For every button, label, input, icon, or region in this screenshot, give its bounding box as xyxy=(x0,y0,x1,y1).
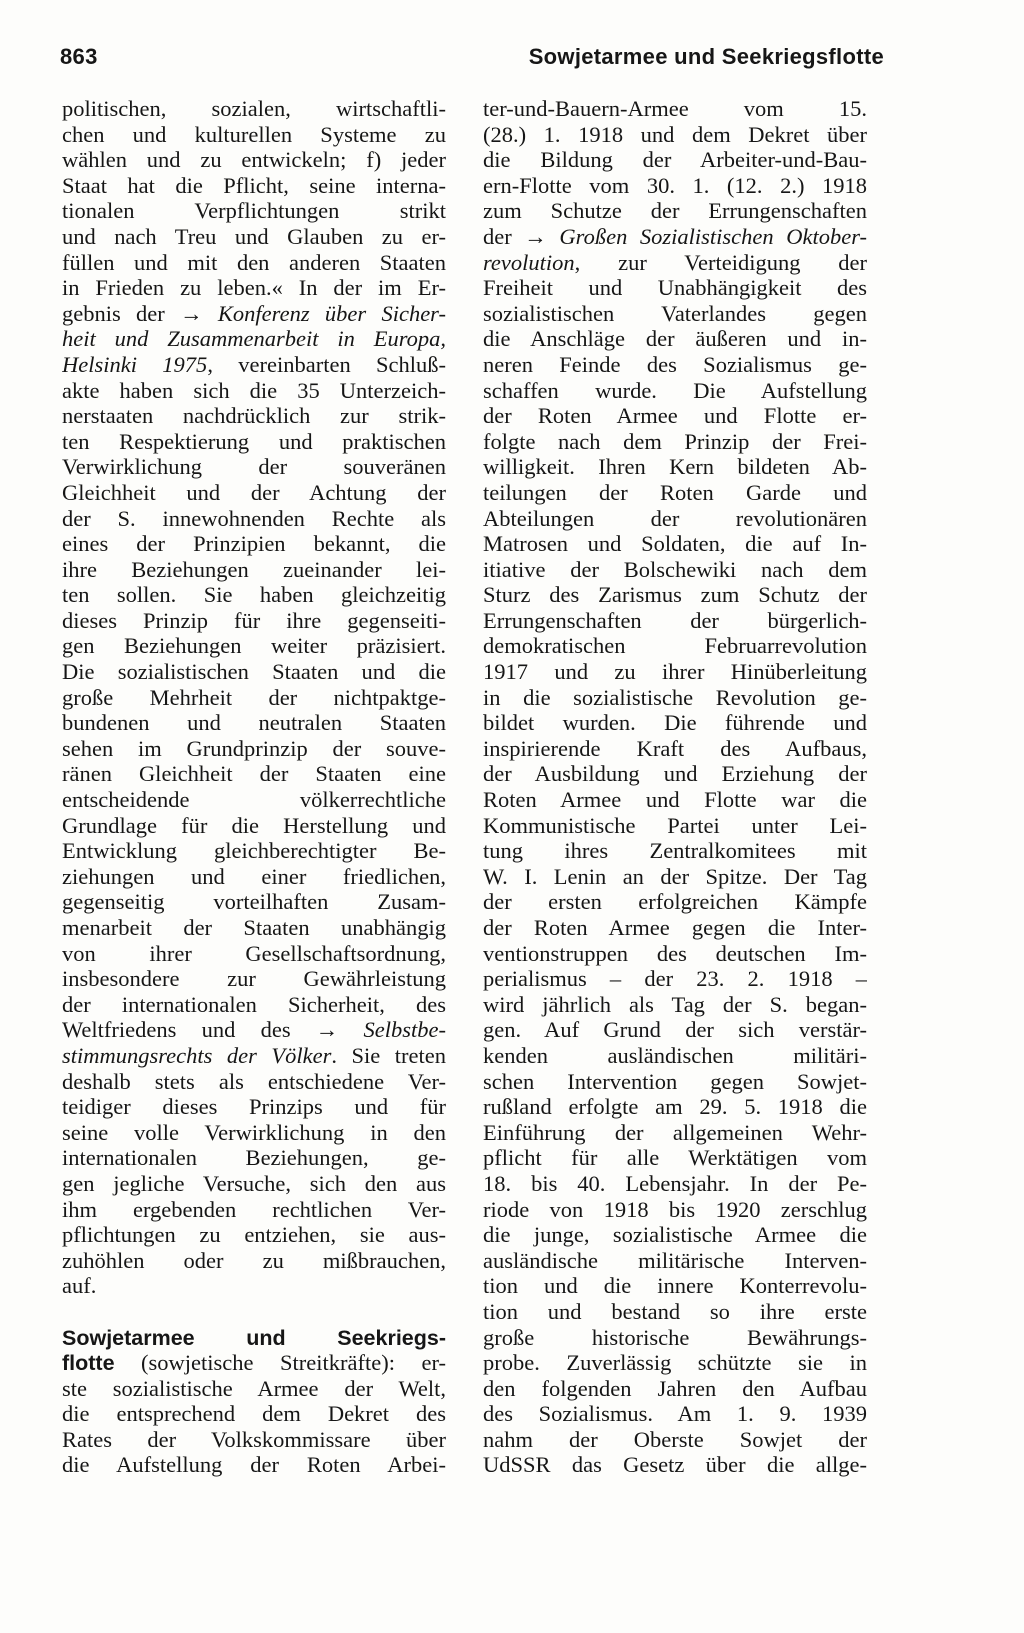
text-line xyxy=(483,813,867,839)
cross-reference: Helsinki 1975 xyxy=(62,351,208,377)
text-line xyxy=(62,454,446,480)
text-line xyxy=(483,736,867,762)
text-run: sozialistischen Vaterlandes gegen xyxy=(483,300,867,326)
text-line xyxy=(62,1401,446,1427)
page-number: 863 xyxy=(60,44,98,69)
text-run: 1917 und zu ihrer Hinüberleitung xyxy=(483,659,867,685)
text-run: itiative der Bolschewiki nach dem xyxy=(483,556,867,582)
text-line xyxy=(483,1427,867,1453)
text-run: internationalen Beziehungen, ge- xyxy=(62,1145,446,1171)
right-column xyxy=(483,96,867,1478)
text-run: den folgenden Jahren den Aufbau xyxy=(483,1375,867,1401)
text-run: pflicht für alle Werktätigen vom xyxy=(483,1145,867,1171)
text-line xyxy=(483,889,867,915)
entry-sowjetarmee-continued xyxy=(483,96,867,1478)
text-line xyxy=(62,761,446,787)
text-line xyxy=(483,224,867,250)
paragraph-gap xyxy=(62,1299,446,1325)
text-line xyxy=(62,864,446,890)
text-run: gen. Auf Grund der sich verstär- xyxy=(483,1017,867,1043)
text-line xyxy=(483,838,867,864)
text-line xyxy=(483,787,867,813)
text-line xyxy=(483,1171,867,1197)
text-line xyxy=(483,1299,867,1325)
text-run: tung ihres Zentralkomitees mit xyxy=(483,838,867,864)
text-line xyxy=(483,864,867,890)
text-line xyxy=(62,1427,446,1453)
text-line xyxy=(62,1017,446,1043)
text-run: rußland erfolgte am 29. 5. 1918 die xyxy=(483,1094,867,1120)
text-line xyxy=(62,275,446,301)
text-run: gegenseitig vorteilhaften Zusam- xyxy=(62,889,446,915)
text-run: , zur Verteidigung der xyxy=(574,249,867,275)
text-run: in die sozialistische Revolution ge- xyxy=(483,684,867,710)
text-run: die junge, sozialistische Armee die xyxy=(483,1222,867,1248)
text-run: der ersten erfolgreichen Kämpfe xyxy=(483,889,867,915)
text-line xyxy=(483,1248,867,1274)
cross-reference: Großen Sozialistischen Oktober- xyxy=(559,223,867,249)
text-line xyxy=(62,915,446,941)
text-line xyxy=(62,1145,446,1171)
text-line xyxy=(483,582,867,608)
text-run: ern-Flotte vom 30. 1. (12. 2.) 1918 xyxy=(483,172,867,198)
text-line xyxy=(62,889,446,915)
text-line xyxy=(483,1069,867,1095)
text-line xyxy=(62,685,446,711)
text-line xyxy=(62,787,446,813)
text-line xyxy=(483,531,867,557)
text-run: tionalen Verpflichtungen strikt xyxy=(62,198,446,224)
text-run: der Roten Armee gegen die Inter- xyxy=(483,915,867,940)
text-line xyxy=(62,429,446,455)
text-line xyxy=(62,659,446,685)
text-line xyxy=(62,147,446,173)
text-run: wählen und zu entwickeln; f) jeder xyxy=(62,147,446,173)
text-line xyxy=(62,96,446,122)
text-line xyxy=(62,378,446,404)
text-run: folgte nach dem Prinzip der Frei- xyxy=(483,428,867,454)
text-run: probe. Zuverlässig schützte sie in xyxy=(483,1350,867,1376)
text-line xyxy=(483,429,867,455)
cross-reference: Selbstbe- xyxy=(363,1017,446,1043)
text-line xyxy=(483,1017,867,1043)
text-run: Errungenschaften der bürgerlich- xyxy=(483,607,867,633)
text-run: gen Beziehungen weiter präzisiert. xyxy=(62,633,446,659)
text-run: teidiger dieses Prinzips und für xyxy=(62,1094,446,1120)
text-line xyxy=(62,1043,446,1069)
text-line xyxy=(62,506,446,532)
text-line xyxy=(483,454,867,480)
text-run: Kommunistische Partei unter Lei- xyxy=(483,812,867,838)
text-line xyxy=(483,1452,867,1478)
text-run: der → xyxy=(483,223,560,249)
text-run: insbesondere zur Gewährleistung xyxy=(62,966,446,992)
text-run: dieses Prinzip für ihre gegenseiti- xyxy=(62,607,446,633)
text-run: schen Intervention gegen Sowjet- xyxy=(483,1068,867,1094)
text-line xyxy=(483,1273,867,1299)
text-run: 18. bis 40. Lebensjahr. In der Pe- xyxy=(483,1170,867,1196)
text-run: Sturz des Zarismus zum Schutz der xyxy=(483,582,867,608)
text-line xyxy=(483,275,867,301)
text-run: neren Feinde des Sozialismus ge- xyxy=(483,351,867,377)
text-line xyxy=(483,1325,867,1351)
text-run: gebnis der → xyxy=(62,300,218,326)
text-run: Weltfriedens und des → xyxy=(62,1017,364,1043)
text-run: riode von 1918 bis 1920 zerschlug xyxy=(483,1196,867,1222)
text-line xyxy=(62,941,446,967)
text-line xyxy=(62,710,446,736)
text-run: Gleichheit und der Achtung der xyxy=(62,479,446,505)
text-line xyxy=(483,250,867,276)
text-line xyxy=(483,352,867,378)
text-line xyxy=(483,915,867,941)
text-line xyxy=(62,633,446,659)
text-run: akte haben sich die 35 Unterzeich- xyxy=(62,377,446,403)
text-run: der Ausbildung und Erziehung der xyxy=(483,761,867,787)
text-run: auf. xyxy=(62,1273,97,1299)
text-run: Staat hat die Pflicht, seine interna- xyxy=(62,172,446,198)
text-line xyxy=(62,173,446,199)
text-run: und nach Treu und Glauben zu er- xyxy=(62,223,446,249)
text-line xyxy=(483,1197,867,1223)
text-line xyxy=(483,685,867,711)
text-run: die Bildung der Arbeiter-und-Bau- xyxy=(483,147,867,173)
text-run: ter-und-Bauern-Armee vom 15. xyxy=(483,96,867,121)
text-line xyxy=(483,1043,867,1069)
text-line xyxy=(483,96,867,122)
text-run: Roten Armee und Flotte war die xyxy=(483,787,867,813)
text-run: wird jährlich als Tag der S. began- xyxy=(483,991,867,1017)
text-run: der Roten Armee und Flotte er- xyxy=(483,403,867,429)
text-line xyxy=(483,1145,867,1171)
text-run: des Sozialismus. Am 1. 9. 1939 xyxy=(483,1401,867,1427)
text-run: zum Schutze der Errungenschaften xyxy=(483,198,867,224)
text-run: chen und kulturellen Systeme zu xyxy=(62,121,446,147)
text-run: von ihrer Gesellschaftsordnung, xyxy=(62,940,446,966)
text-run: eines der Prinzipien bekannt, die xyxy=(62,531,446,557)
text-line xyxy=(483,992,867,1018)
paragraph-sovereign-equality xyxy=(62,96,446,1299)
text-line xyxy=(483,301,867,327)
text-run: Die sozialistischen Staaten und die xyxy=(62,659,446,685)
text-run: die Anschläge der äußeren und in- xyxy=(483,326,867,352)
cross-reference: Konferenz über Sicher- xyxy=(217,300,446,326)
cross-reference: revolution xyxy=(483,249,575,275)
text-line xyxy=(483,941,867,967)
text-line xyxy=(483,198,867,224)
text-line xyxy=(62,224,446,250)
text-line xyxy=(62,1171,446,1197)
text-line xyxy=(483,326,867,352)
text-line xyxy=(483,608,867,634)
text-line xyxy=(62,1350,446,1376)
text-run: Einführung der allgemeinen Wehr- xyxy=(483,1119,867,1145)
text-line xyxy=(62,582,446,608)
text-line xyxy=(62,838,446,864)
text-run: (sowjetische Streitkräfte): er- xyxy=(114,1350,446,1376)
text-line xyxy=(483,173,867,199)
text-line xyxy=(62,1094,446,1120)
text-line xyxy=(483,710,867,736)
text-line xyxy=(483,557,867,583)
text-run: teilungen der Roten Garde und xyxy=(483,479,867,505)
text-line xyxy=(62,531,446,557)
text-run: die entsprechend dem Dekret des xyxy=(62,1401,446,1427)
text-run: entscheidende völkerrechtliche xyxy=(62,787,446,813)
text-line xyxy=(483,761,867,787)
text-line xyxy=(62,557,446,583)
left-column xyxy=(62,96,446,1478)
text-run: in Frieden zu leben.« In der im Er- xyxy=(62,275,446,301)
text-line xyxy=(483,147,867,173)
text-run: zuhöhlen oder zu mißbrauchen, xyxy=(62,1247,446,1273)
text-line xyxy=(483,403,867,429)
text-run: ausländische militärische Interven- xyxy=(483,1247,867,1273)
text-run: Entwicklung gleichberechtigter Be- xyxy=(62,838,446,864)
text-line xyxy=(62,480,446,506)
text-run: sehen im Grundprinzip der souve- xyxy=(62,735,446,761)
text-line xyxy=(483,378,867,404)
text-run: ventionstruppen des deutschen Im- xyxy=(483,940,867,966)
text-run: große Mehrheit der nichtpaktge- xyxy=(62,684,446,710)
text-line xyxy=(62,122,446,148)
text-run: der internationalen Sicherheit, des xyxy=(62,991,446,1017)
text-run: tion und die innere Konterrevolu- xyxy=(483,1273,867,1299)
text-line xyxy=(62,1325,446,1351)
text-run: deshalb stets als entschiedene Ver- xyxy=(62,1068,446,1094)
text-line xyxy=(62,1248,446,1274)
text-run: Freiheit und Unabhängigkeit des xyxy=(483,275,867,301)
text-run: nahm der Oberste Sowjet der xyxy=(483,1426,867,1452)
text-run: bundenen und neutralen Staaten xyxy=(62,710,446,736)
text-run: pflichtungen zu entziehen, sie aus- xyxy=(62,1222,446,1248)
text-line xyxy=(483,966,867,992)
text-line xyxy=(483,506,867,532)
text-line xyxy=(483,1094,867,1120)
text-line xyxy=(62,198,446,224)
text-run: ihre Beziehungen zueinander lei- xyxy=(62,556,446,582)
text-line xyxy=(62,1222,446,1248)
running-title: Sowjetarmee und Seekriegsflotte xyxy=(528,44,884,69)
text-run: demokratischen Februarrevolution xyxy=(483,633,867,659)
text-run: , vereinbarten Schluß- xyxy=(207,351,446,377)
text-line xyxy=(62,1069,446,1095)
text-run: inspirierende Kraft des Aufbaus, xyxy=(483,735,867,761)
text-run: ste sozialistische Armee der Welt, xyxy=(62,1375,446,1401)
text-line xyxy=(483,480,867,506)
text-line xyxy=(483,633,867,659)
text-line xyxy=(62,736,446,762)
text-line xyxy=(62,1452,446,1478)
text-line xyxy=(483,122,867,148)
text-run: nerstaaten nachdrücklich zur strik- xyxy=(62,403,446,429)
text-run: die Aufstellung der Roten Arbei- xyxy=(62,1452,446,1478)
text-run: gen jegliche Versuche, sich den aus xyxy=(62,1170,446,1196)
text-line xyxy=(483,1350,867,1376)
text-run: Grundlage für die Herstellung und xyxy=(62,812,446,838)
text-run: seine volle Verwirklichung in den xyxy=(62,1119,446,1145)
text-line xyxy=(62,403,446,429)
running-head xyxy=(60,44,884,70)
text-run: politischen, sozialen, wirtschaftli- xyxy=(62,96,446,121)
text-line xyxy=(62,352,446,378)
text-run: Verwirklichung der souveränen xyxy=(62,454,446,480)
text-run: tion und bestand so ihre erste xyxy=(483,1298,867,1324)
text-run: ränen Gleichheit der Staaten eine xyxy=(62,761,446,787)
text-line xyxy=(62,1376,446,1402)
text-line xyxy=(62,1197,446,1223)
text-run: . Sie treten xyxy=(331,1042,446,1068)
text-line xyxy=(62,608,446,634)
text-run: ten sollen. Sie haben gleichzeitig xyxy=(62,582,446,608)
text-run: schaffen wurde. Die Aufstellung xyxy=(483,377,867,403)
entry-headword: Sowjetarmee und Seekriegs- xyxy=(62,1325,446,1350)
text-line xyxy=(483,1376,867,1402)
text-line xyxy=(483,659,867,685)
text-line xyxy=(483,1401,867,1427)
text-run: bildet wurden. Die führende und xyxy=(483,710,867,736)
text-run: füllen und mit den anderen Staaten xyxy=(62,249,446,275)
text-run: perialismus – der 23. 2. 1918 – xyxy=(483,966,867,992)
text-line xyxy=(62,992,446,1018)
text-line xyxy=(483,1222,867,1248)
text-line xyxy=(62,326,446,352)
cross-reference: heit und Zusammenarbeit in Europa, xyxy=(62,326,446,352)
cross-reference: stimmungsrechts der Völker xyxy=(62,1042,332,1068)
text-run: (28.) 1. 1918 und dem Dekret über xyxy=(483,121,867,147)
text-run: kenden ausländischen militäri- xyxy=(483,1042,867,1068)
entry-headword: flotte xyxy=(62,1351,115,1376)
text-run: menarbeit der Staaten unabhängig xyxy=(62,915,446,940)
text-line xyxy=(62,1273,446,1299)
text-line xyxy=(62,813,446,839)
text-run: willigkeit. Ihren Kern bildeten Ab- xyxy=(483,454,867,480)
text-line xyxy=(62,966,446,992)
text-line xyxy=(62,301,446,327)
text-line xyxy=(62,250,446,276)
text-run: Rates der Volkskommissare über xyxy=(62,1426,446,1452)
text-run: ziehungen und einer friedlichen, xyxy=(62,863,446,889)
text-run: der S. innewohnenden Rechte als xyxy=(62,505,446,531)
text-run: ten Respektierung und praktischen xyxy=(62,428,446,454)
entry-sowjetarmee xyxy=(62,1325,446,1479)
text-line xyxy=(483,1120,867,1146)
text-line xyxy=(62,1120,446,1146)
text-run: W. I. Lenin an der Spitze. Der Tag xyxy=(483,863,867,889)
text-run: Matrosen und Soldaten, die auf In- xyxy=(483,531,867,557)
text-run: ihm ergebenden rechtlichen Ver- xyxy=(62,1196,446,1222)
text-run: Abteilungen der revolutionären xyxy=(483,505,867,531)
text-run: UdSSR das Gesetz über die allge- xyxy=(483,1452,867,1478)
text-run: große historische Bewährungs- xyxy=(483,1324,867,1350)
